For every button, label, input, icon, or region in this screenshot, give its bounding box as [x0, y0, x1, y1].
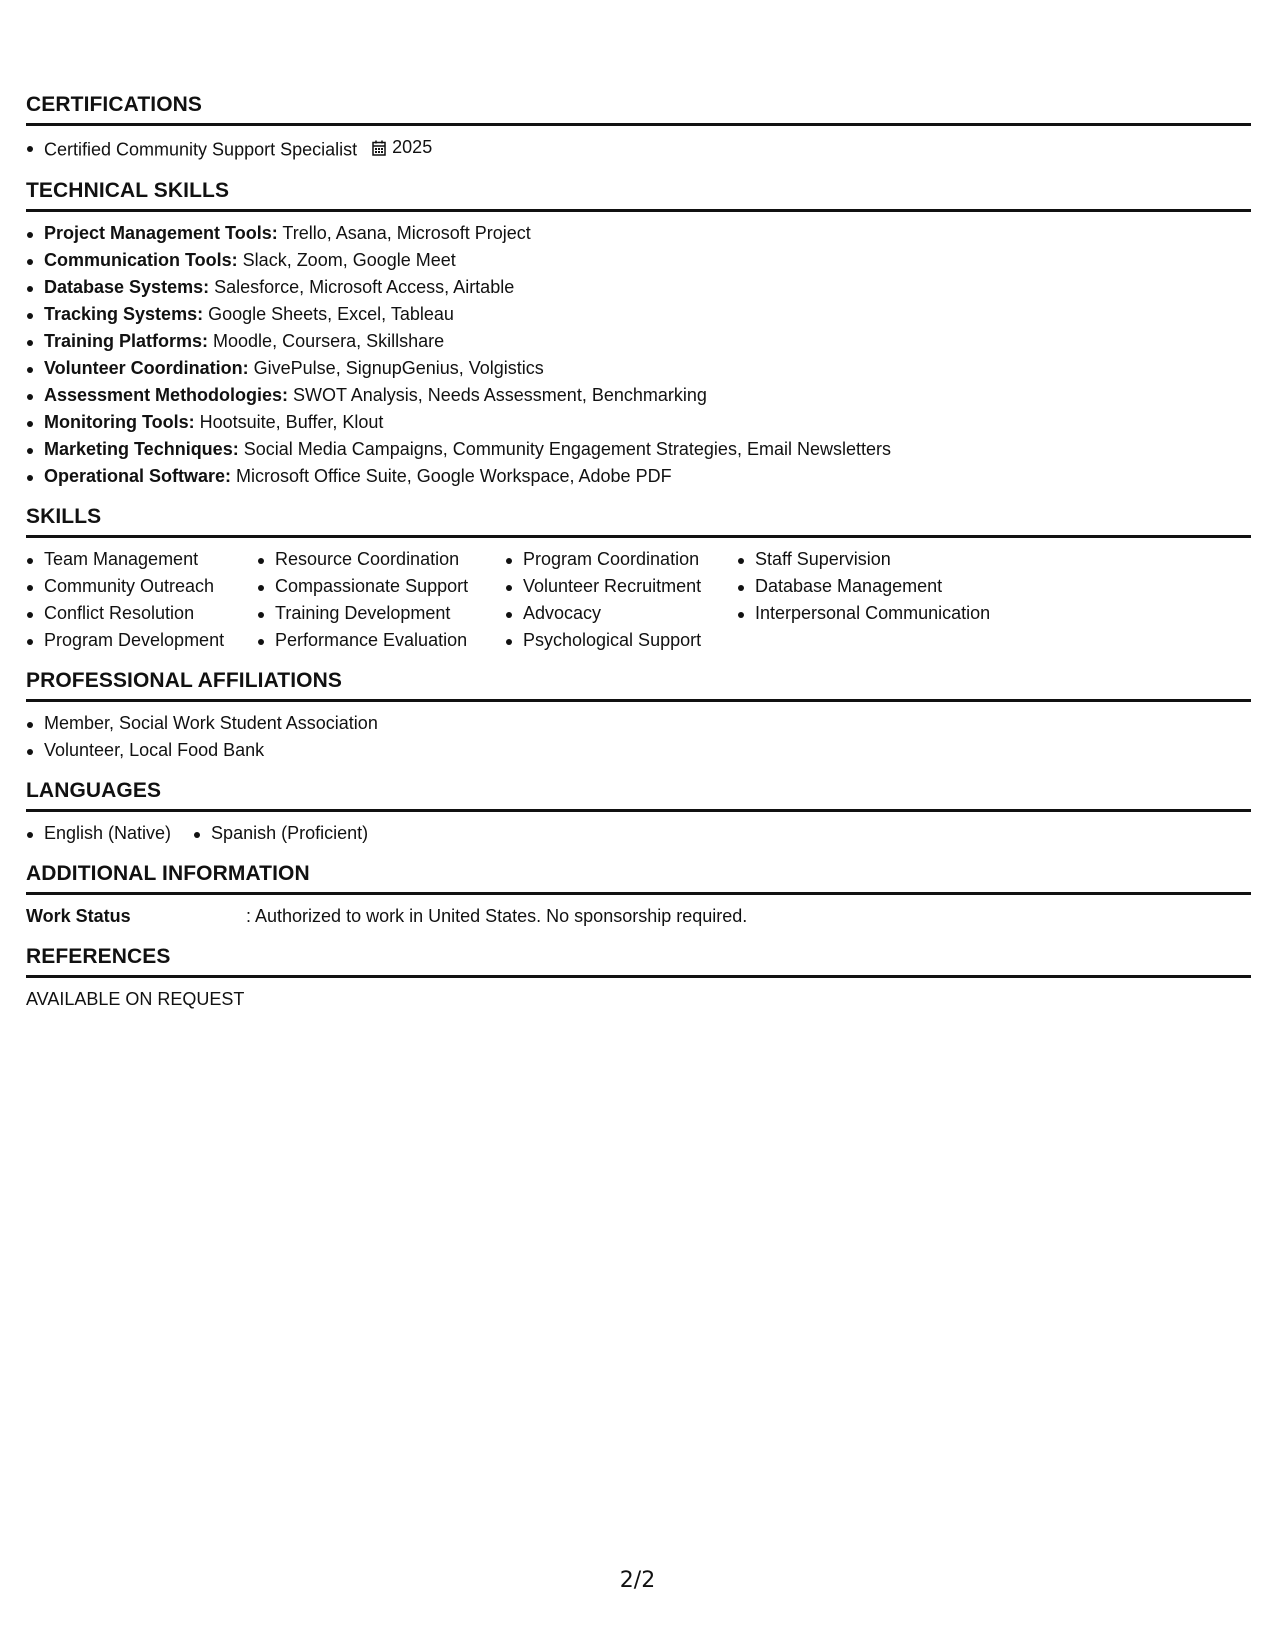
technical-skills-list: [26, 220, 1251, 490]
technical-skill-item: [26, 436, 1251, 463]
technical-skill-value: Moodle, Coursera, Skillshare: [208, 330, 445, 351]
certification-year: 2025: [392, 137, 433, 157]
skills-heading: SKILLS: [26, 504, 1251, 538]
technical-skill-value: Trello, Asana, Microsoft Project: [277, 222, 531, 243]
work-status-value: : Authorized to work in United States. No sponsorship required.: [246, 905, 748, 926]
skill-item: Performance Evaluation: [257, 627, 505, 654]
technical-skills-heading: TECHNICAL SKILLS: [26, 178, 1251, 212]
technical-skill-label: Marketing Techniques:: [44, 438, 239, 459]
technical-skill-label: Operational Software:: [44, 465, 232, 486]
technical-skills-section: [26, 178, 1251, 490]
technical-skill-item: [26, 463, 1251, 490]
skill-item: Compassionate Support: [257, 573, 505, 600]
technical-skill-label: Volunteer Coordination:: [44, 357, 249, 378]
language-item: English (Native): [26, 820, 171, 847]
languages-section: [26, 778, 1251, 847]
certification-item: [26, 134, 1251, 164]
resume-page: [26, 92, 1251, 1027]
skills-column: [737, 546, 1037, 654]
technical-skill-value: Slack, Zoom, Google Meet: [237, 249, 456, 270]
skill-item: Program Coordination: [505, 546, 737, 573]
certification-name: Certified Community Support Specialist: [44, 139, 358, 160]
technical-skill-item: [26, 409, 1251, 436]
page-number: 2/2: [619, 1568, 656, 1593]
technical-skill-value: SWOT Analysis, Needs Assessment, Benchmarking: [288, 384, 707, 405]
skill-item: Community Outreach: [26, 573, 257, 600]
work-status-row: [26, 903, 1251, 930]
technical-skill-label: Database Systems:: [44, 276, 210, 297]
calendar-icon: [372, 140, 386, 156]
references-heading: REFERENCES: [26, 944, 1251, 978]
certification-date: [372, 134, 432, 161]
references-text: AVAILABLE ON REQUEST: [26, 988, 245, 1009]
skill-item: Interpersonal Communication: [737, 600, 1037, 627]
technical-skill-item: [26, 220, 1251, 247]
skills-column: [26, 546, 257, 654]
skill-item: Database Management: [737, 573, 1037, 600]
languages-heading: LANGUAGES: [26, 778, 1251, 812]
references-section: [26, 944, 1251, 1013]
technical-skill-value: Hootsuite, Buffer, Klout: [194, 411, 384, 432]
technical-skill-value: Salesforce, Microsoft Access, Airtable: [209, 276, 515, 297]
skill-item: Resource Coordination: [257, 546, 505, 573]
technical-skill-item: [26, 355, 1251, 382]
skill-item: Conflict Resolution: [26, 600, 257, 627]
technical-skill-value: GivePulse, SignupGenius, Volgistics: [248, 357, 544, 378]
skill-item: Advocacy: [505, 600, 737, 627]
technical-skill-value: Google Sheets, Excel, Tableau: [203, 303, 454, 324]
affiliation-item: Member, Social Work Student Association: [26, 710, 1251, 737]
technical-skill-label: Training Platforms:: [44, 330, 209, 351]
skills-column: [505, 546, 737, 654]
technical-skill-item: [26, 247, 1251, 274]
technical-skill-label: Monitoring Tools:: [44, 411, 195, 432]
technical-skill-label: Communication Tools:: [44, 249, 238, 270]
skill-item: Program Development: [26, 627, 257, 654]
technical-skill-value: Social Media Campaigns, Community Engagement Strategies, Email Newsletters: [238, 438, 891, 459]
additional-info-section: [26, 861, 1251, 930]
technical-skill-value: Microsoft Office Suite, Google Workspace, Adobe PDF: [231, 465, 672, 486]
technical-skill-item: [26, 382, 1251, 409]
skills-grid: [26, 546, 1251, 654]
technical-skill-item: [26, 274, 1251, 301]
technical-skill-label: Project Management Tools:: [44, 222, 278, 243]
skill-item: Staff Supervision: [737, 546, 1037, 573]
technical-skill-label: Tracking Systems:: [44, 303, 204, 324]
language-item: Spanish (Proficient): [193, 820, 368, 847]
skills-column: [257, 546, 505, 654]
skill-item: Team Management: [26, 546, 257, 573]
affiliations-section: [26, 668, 1251, 764]
skill-item: Psychological Support: [505, 627, 737, 654]
affiliations-heading: PROFESSIONAL AFFILIATIONS: [26, 668, 1251, 702]
technical-skill-label: Assessment Methodologies:: [44, 384, 289, 405]
skill-item: Training Development: [257, 600, 505, 627]
languages-list: [26, 820, 1251, 847]
additional-info-heading: ADDITIONAL INFORMATION: [26, 861, 1251, 895]
certifications-list: [26, 134, 1251, 164]
technical-skill-item: [26, 301, 1251, 328]
certifications-section: [26, 92, 1251, 164]
affiliations-list: [26, 710, 1251, 764]
technical-skill-item: [26, 328, 1251, 355]
work-status-label: Work Status: [26, 905, 131, 926]
affiliation-item: Volunteer, Local Food Bank: [26, 737, 1251, 764]
skills-section: [26, 504, 1251, 654]
skill-item: Volunteer Recruitment: [505, 573, 737, 600]
certifications-heading: CERTIFICATIONS: [26, 92, 1251, 126]
